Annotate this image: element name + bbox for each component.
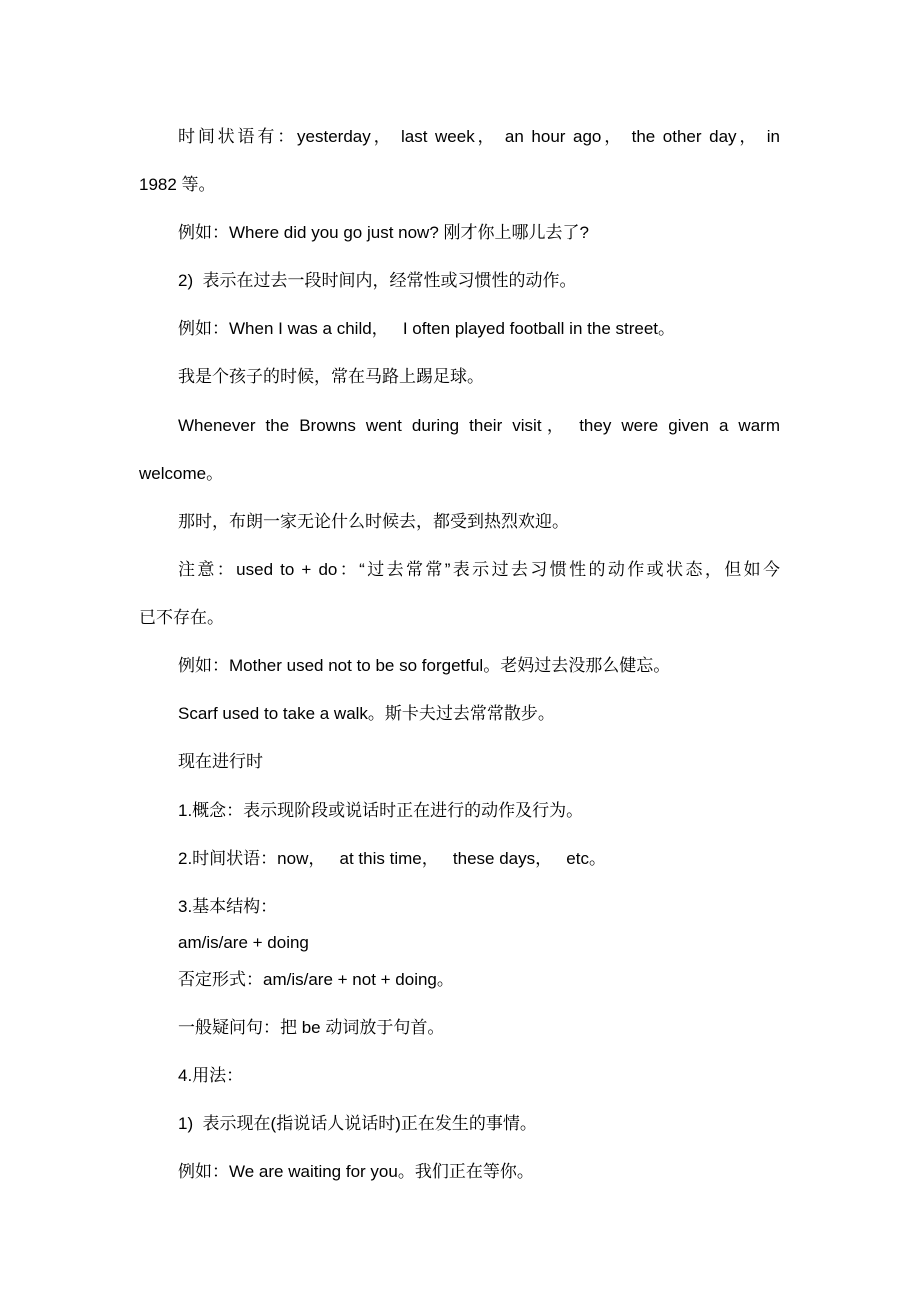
paragraph-line: 否定形式：am/is/are + not + doing。 (178, 970, 454, 989)
paragraph-line: 3.基本结构： (178, 897, 278, 916)
paragraph-line: 2.时间状语：now， at this time， these days， etc。 (178, 849, 606, 868)
paragraph-line: Scarf used to take a walk。斯卡夫过去常常散步。 (178, 704, 555, 723)
paragraph-line: 一般疑问句：把 be 动词放于句首。 (178, 1018, 445, 1037)
paragraph-line: 例如：We are waiting for you。我们正在等你。 (178, 1162, 534, 1181)
paragraph-line: 例如：Mother used not to be so forgetful。老妈过去没那么健忘。 (178, 656, 671, 675)
paragraph-line: 例如：Where did you go just now? 刚才你上哪儿去了? (178, 223, 589, 242)
paragraph-line: 已不存在。 (139, 608, 224, 627)
paragraph-line: 例如：When I was a child， I often played football in the street。 (178, 319, 676, 338)
paragraph-line: 1) 表示现在(指说话人说话时)正在发生的事情。 (178, 1114, 537, 1133)
section-heading: 现在进行时 (178, 752, 263, 771)
paragraph-line: am/is/are + doing (178, 933, 309, 952)
paragraph-line: 我是个孩子的时候，常在马路上踢足球。 (178, 367, 484, 386)
paragraph-line: 时间状语有：yesterday， last week， an hour ago， the other day， in (178, 127, 780, 146)
paragraph-line: 4.用法： (178, 1066, 244, 1085)
paragraph-line: welcome。 (139, 464, 224, 483)
paragraph-line: Whenever the Browns went during their visit， they were given a warm (178, 416, 780, 435)
paragraph-line: 注意：used to + do：“过去常常”表示过去习惯性的动作或状态，但如今 (178, 560, 780, 579)
paragraph-line: 2) 表示在过去一段时间内，经常性或习惯性的动作。 (178, 271, 577, 290)
paragraph-line: 1982 等。 (139, 175, 216, 194)
paragraph-line: 1.概念：表示现阶段或说话时正在进行的动作及行为。 (178, 801, 584, 820)
paragraph-line: 那时，布朗一家无论什么时候去，都受到热烈欢迎。 (178, 512, 569, 531)
